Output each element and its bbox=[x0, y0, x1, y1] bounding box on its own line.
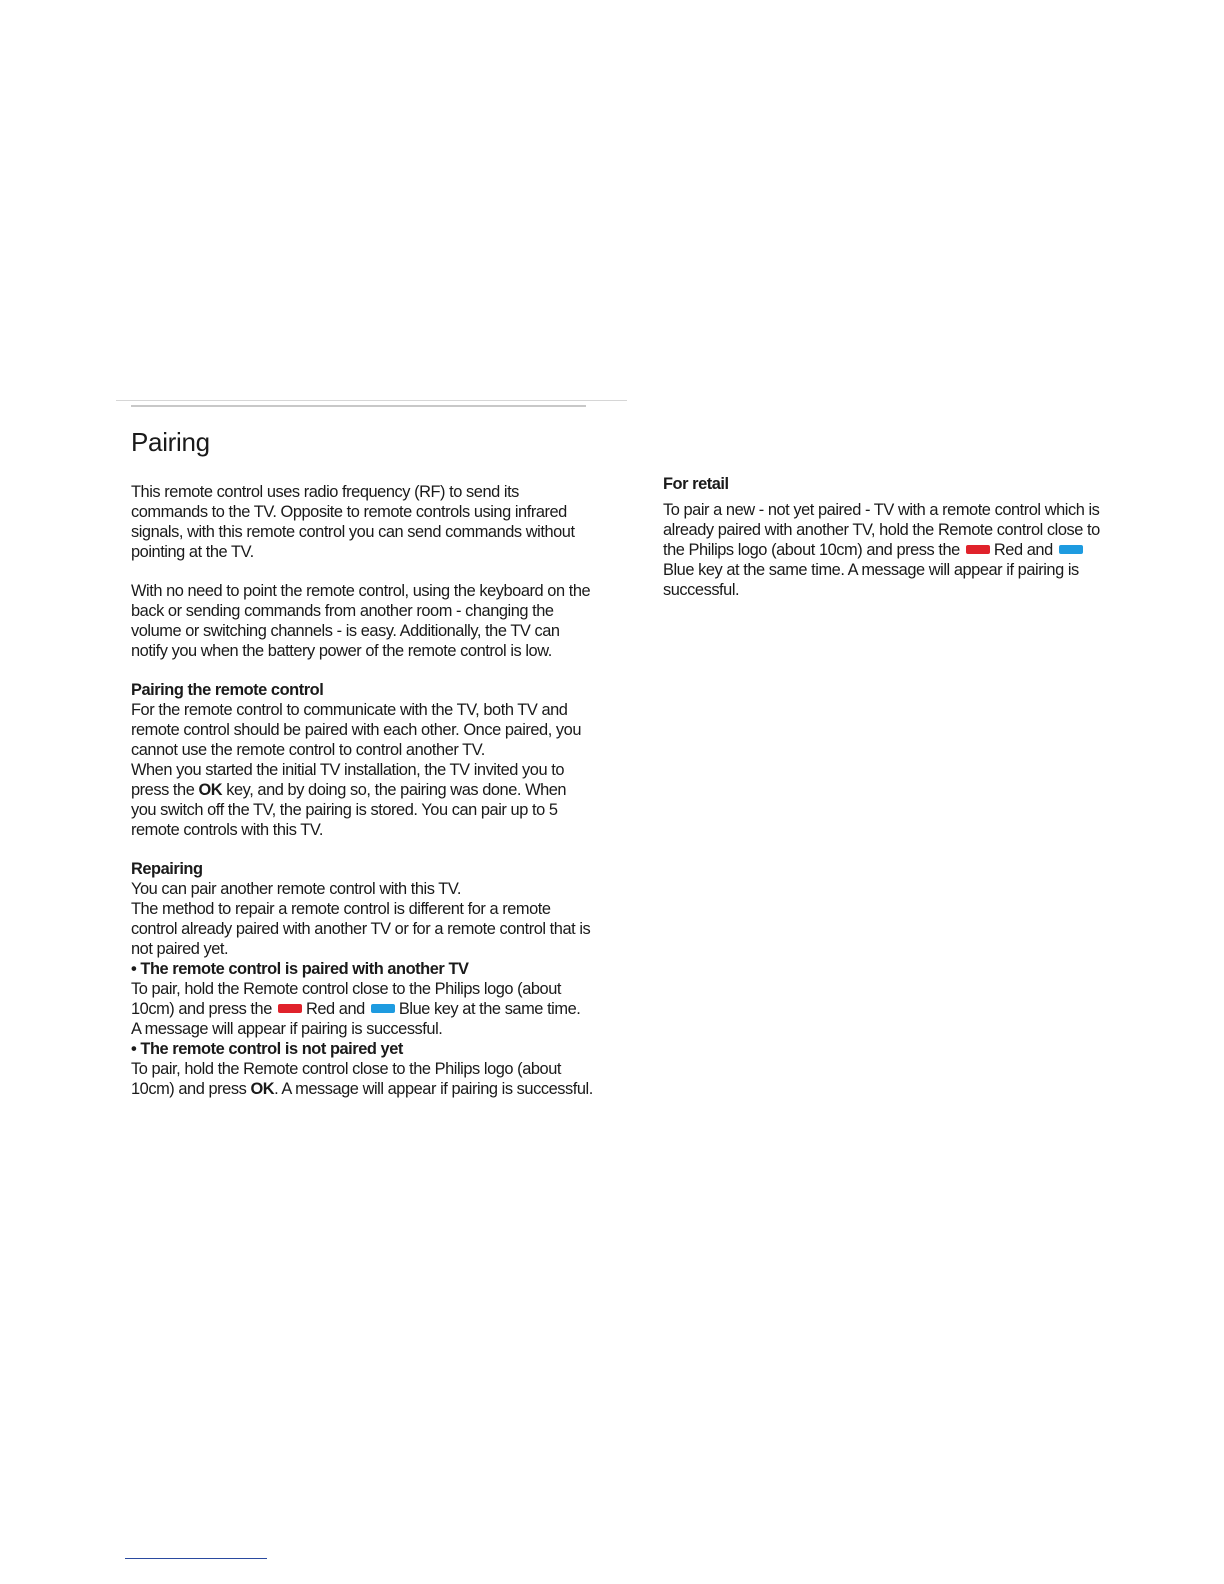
pairing-text-a: When you started the initial TV installation, the TV invited you to press the bbox=[131, 761, 564, 799]
top-divider-inner bbox=[131, 405, 586, 407]
blue-key-icon bbox=[371, 1004, 395, 1013]
pairing-heading: Pairing the remote control bbox=[131, 681, 324, 699]
bullet-unpaired-text-a: To pair, hold the Remote control close to the Philips logo (about 10cm) and press bbox=[131, 1060, 561, 1098]
blue-key-label: Blue key at the same time. A message will appear if pairing is successful. bbox=[131, 1000, 581, 1038]
red-key-icon bbox=[278, 1004, 302, 1013]
blue-key-icon bbox=[1059, 545, 1083, 554]
spacer bbox=[131, 840, 593, 859]
spacer bbox=[131, 562, 593, 581]
intro-paragraph-2: With no need to point the remote control, using the keyboard on the back or sending commands from another room - changing the volume or switching channels - is easy. Additionally, the TV can notify you when the battery power of the remote control is low. bbox=[131, 582, 591, 660]
retail-heading: For retail bbox=[663, 475, 729, 493]
repairing-paragraph-1: You can pair another remote control with this TV. bbox=[131, 880, 461, 898]
top-divider-outer bbox=[116, 400, 627, 401]
blue-key-label: Blue key at the same time. A message will appear if pairing is successful. bbox=[663, 561, 1079, 599]
repairing-heading: Repairing bbox=[131, 860, 203, 878]
bullet-paired-heading: • The remote control is paired with another TV bbox=[131, 960, 469, 978]
spacer bbox=[131, 661, 593, 680]
pairing-paragraph-1: For the remote control to communicate with the TV, both TV and remote control should be paired with each other. Once paired, you cannot use the remote control to control another TV. bbox=[131, 701, 582, 759]
red-key-label: Red and bbox=[993, 541, 1057, 559]
red-key-label: Red and bbox=[305, 1000, 369, 1018]
intro-paragraph-1: This remote control uses radio frequency (RF) to send its commands to the TV. Opposite to remote controls using infrared signals, with this remote control you can send commands without pointing at the TV. bbox=[131, 483, 575, 561]
bullet-paired-text-a: To pair, hold the Remote control close to the Philips logo (about 10cm) and press the bbox=[131, 980, 561, 1018]
bullet-unpaired-text-b: . A message will appear if pairing is successful. bbox=[274, 1080, 593, 1098]
pairing-paragraph-2 bbox=[131, 760, 593, 840]
red-key-icon bbox=[966, 545, 990, 554]
ok-key-label: OK bbox=[198, 781, 223, 799]
repairing-paragraph-2: The method to repair a remote control is different for a remote control already paired with another TV or for a remote control that is not paired yet. bbox=[131, 900, 591, 958]
left-column bbox=[131, 424, 593, 1099]
pairing-text-b: key, and by doing so, the pairing was done. When you switch off the TV, the pairing is stored. You can pair up to 5 remote controls with this TV. bbox=[131, 781, 567, 839]
right-column bbox=[663, 474, 1113, 600]
bullet-unpaired-heading: • The remote control is not paired yet bbox=[131, 1040, 403, 1058]
retail-text bbox=[663, 500, 1113, 600]
ok-key-label: OK bbox=[250, 1080, 275, 1098]
retail-text-a: To pair a new - not yet paired - TV with a remote control which is already paired with another TV, hold the Remote control close to the Philips logo (about 10cm) and press the bbox=[663, 501, 1100, 559]
bullet-paired-text bbox=[131, 979, 593, 1039]
footnote-divider bbox=[125, 1558, 267, 1559]
page-title: Pairing bbox=[131, 427, 210, 457]
bullet-unpaired-text bbox=[131, 1059, 593, 1099]
